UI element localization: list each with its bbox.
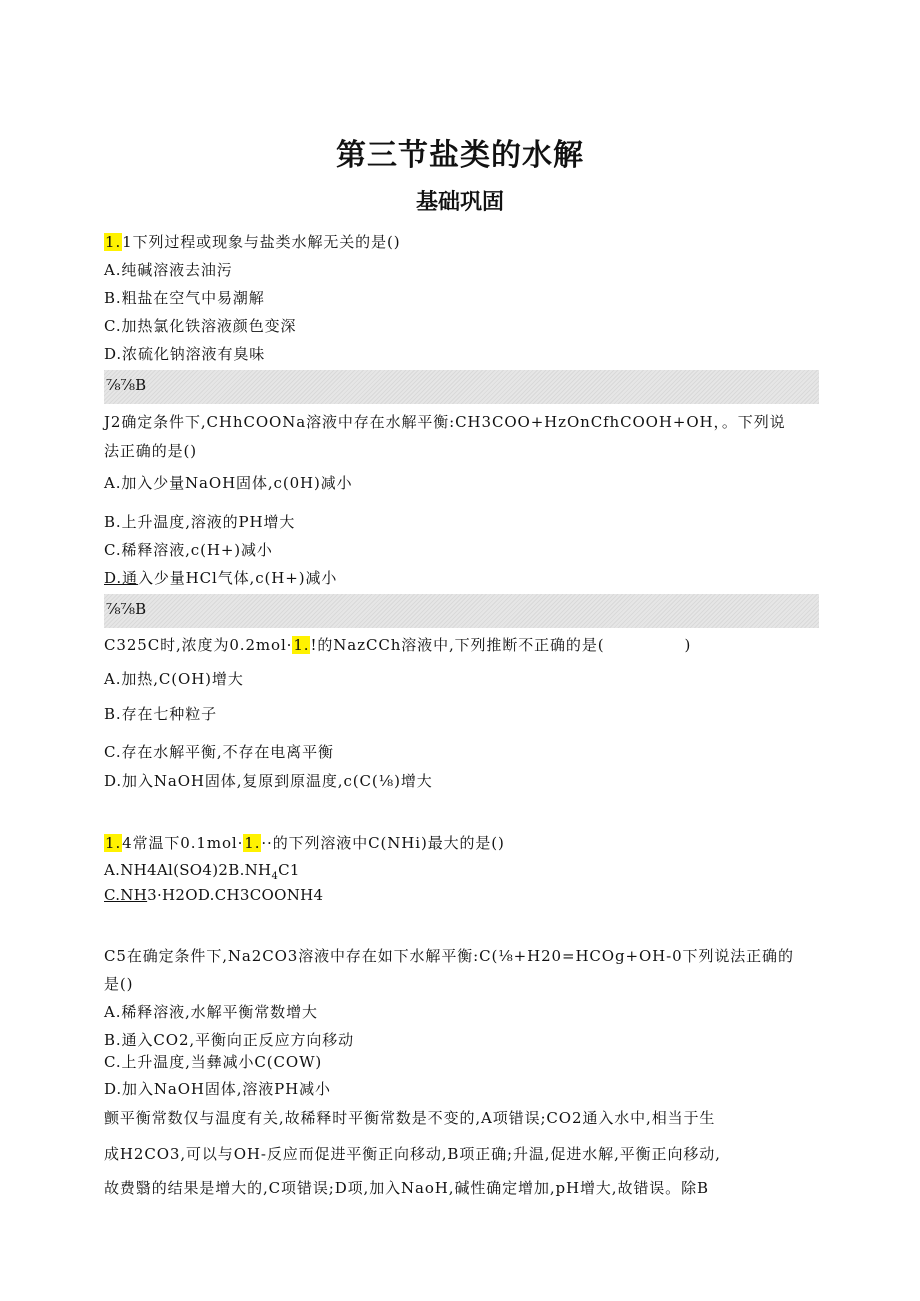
- section-subtitle: 基础巩固: [415, 190, 504, 215]
- q4-number-highlight: 1.: [105, 834, 122, 852]
- q1-option-b: B.粗盐在空气中易潮解: [104, 289, 265, 307]
- q4-stem: 1.4常温下0.1mol·1.··的下列溶液中C(NHi)最大的是(): [105, 834, 505, 852]
- q5-option-b: B.通入CO2,平衡向正反应方向移动: [104, 1031, 355, 1049]
- q2-answer: ⅞⅞B: [106, 600, 147, 618]
- q1-answer-bar: [104, 370, 819, 404]
- q1-stem: 1.1下列过程或现象与盐类水解无关的是(): [105, 233, 401, 251]
- q1-option-a: A.纯碱溶液去油污: [104, 261, 233, 279]
- q5-stem-line2: 是(): [104, 975, 134, 993]
- q4-options-line1: $A.NH4Al(SO4)2B.NH_4C1$: [104, 861, 300, 882]
- q5-option-c: C.上升温度,当彝减小C(COW): [104, 1053, 323, 1071]
- q5-explanation-line1: 颤平衡常数仅与温度有关,故稀释时平衡常数是不变的,A项错误;CO2通入水中,相当于生: [104, 1109, 716, 1127]
- q3-option-a: A.加热,C(OH)增大: [104, 670, 244, 688]
- page-title: 第三节盐类的水解: [336, 138, 584, 173]
- q2-option-a: A.加入少量NaOH固体,c(0H)减小: [104, 474, 353, 492]
- q3-highlight: 1.: [293, 636, 310, 654]
- q2-stem-line2: 法正确的是(): [104, 442, 198, 460]
- q2-answer-bar: [104, 594, 819, 628]
- q5-explanation-line2: 成H2CO3,可以与OH-反应而促进平衡正向移动,B项正确;升温,促进水解,平衡正向移动,: [104, 1145, 721, 1163]
- q2-stem-line1: J2确定条件下,CHhCOONa溶液中存在水解平衡:CH3COO+HzOnCfhCOOH+OH，。下列说: [104, 413, 786, 431]
- q1-option-d: D.浓硫化钠溶液有臭味: [104, 345, 266, 363]
- q5-explanation-line3: 故费翳的结果是增大的,C项错误;D项,加入NaoH,碱性确定增加,pH增大,故错误。除B: [104, 1179, 709, 1197]
- q3-option-d: D.加入NaOH固体,复原到原温度,c(C(⅛)增大: [104, 772, 433, 790]
- q2-option-b: B.上升温度,溶液的PH增大: [104, 513, 296, 531]
- q1-number-highlight: 1.: [105, 233, 122, 251]
- q2-option-c: C.稀释溶液,c(H+)减小: [104, 541, 273, 559]
- q2-option-d: D.通入少量HCl气体,c(H+)减小: [104, 569, 338, 587]
- q5-option-d: D.加入NaOH固体,溶液PH减小: [104, 1080, 331, 1098]
- q4-options-line2: C.NH3·H2OD.CH3COONH4: [104, 886, 324, 904]
- q4-highlight: 1.: [244, 834, 261, 852]
- q1-answer: ⅞⅞B: [106, 376, 147, 394]
- q3-stem: C325C时,浓度为0.2mol·1.!的NazCCh溶液中,下列推断不正确的是( ): [104, 636, 692, 654]
- q3-option-c: C.存在水解平衡,不存在电离平衡: [104, 743, 334, 761]
- q5-option-a: A.稀释溶液,水解平衡常数增大: [104, 1003, 318, 1021]
- q1-option-c: C.加热氯化铁溶液颜色变深: [104, 317, 297, 335]
- q3-option-b: B.存在七种粒子: [104, 705, 217, 723]
- q5-stem-line1: C5在确定条件下,Na2CO3溶液中存在如下水解平衡:C(⅛+H20=HCOg+OH-0下列说法正确的: [104, 947, 794, 965]
